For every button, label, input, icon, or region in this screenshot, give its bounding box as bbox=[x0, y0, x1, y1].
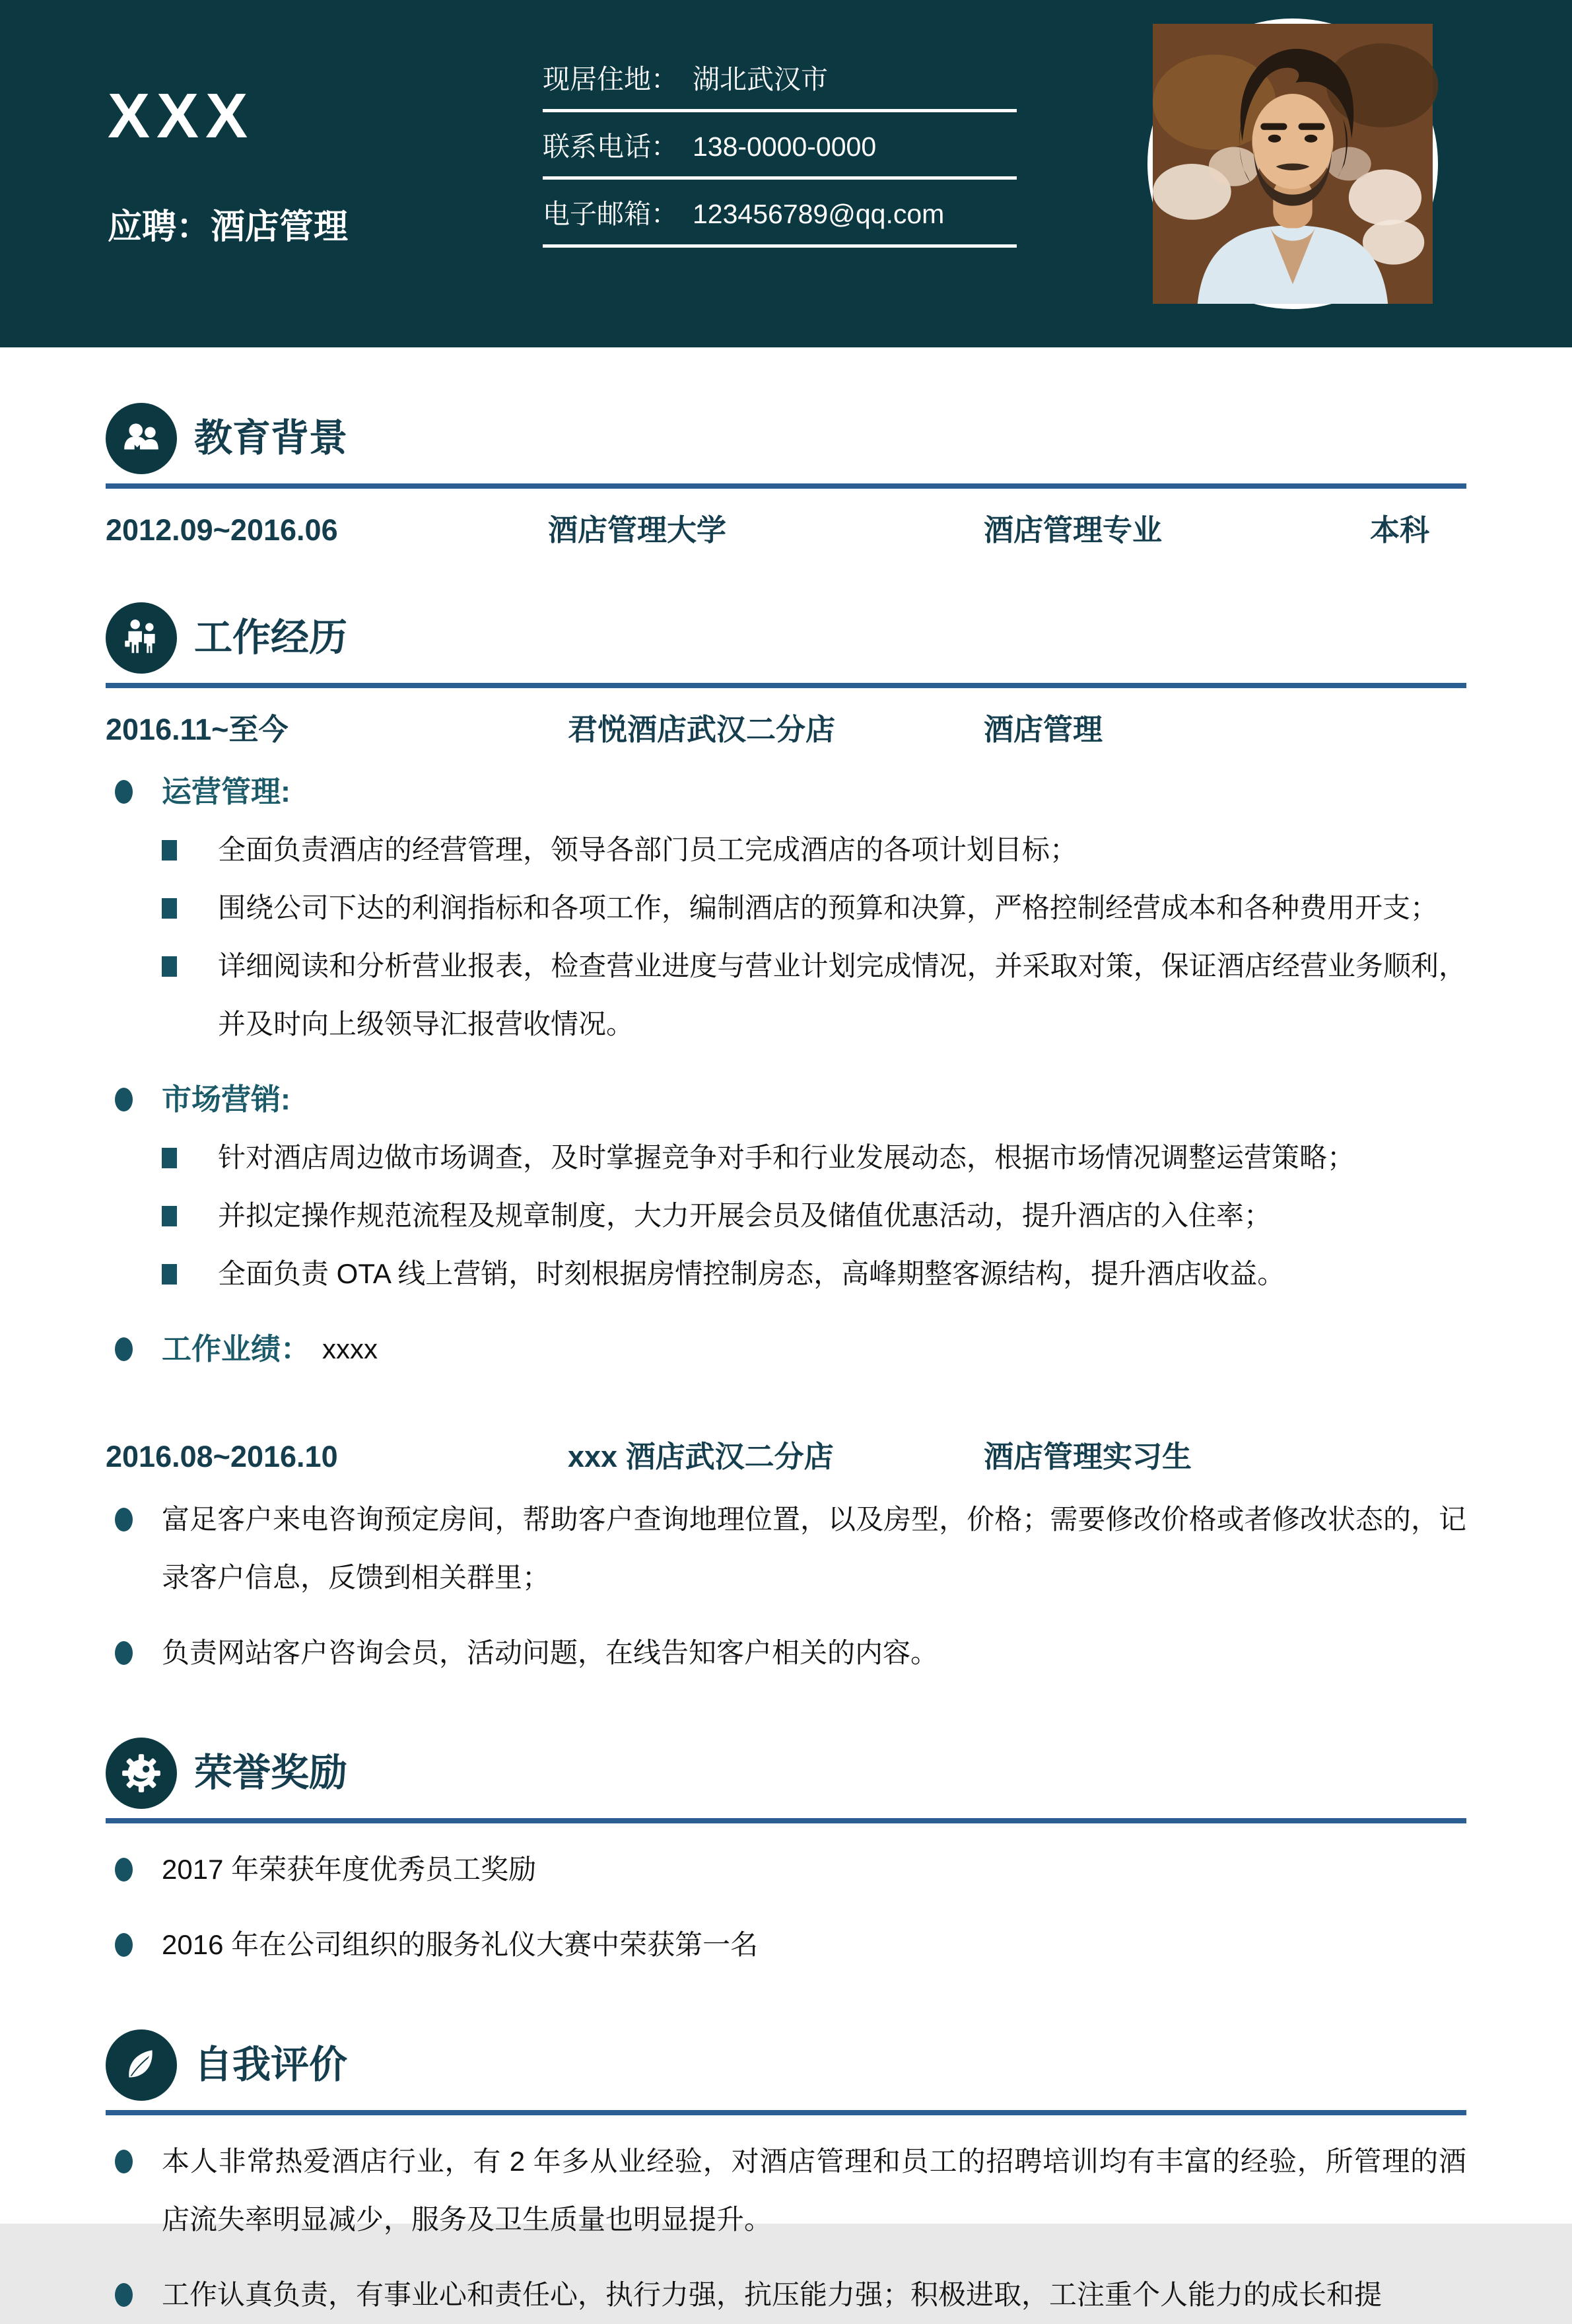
contact-row-phone bbox=[543, 131, 1017, 180]
bullet-dot-icon bbox=[115, 1508, 133, 1532]
bullet-group-heading bbox=[106, 1320, 1466, 1378]
section-divider bbox=[106, 2110, 1466, 2115]
colleagues-icon bbox=[106, 602, 177, 674]
gear-medal-icon-glyph bbox=[120, 1751, 163, 1795]
bullet-text: 2016 年在公司组织的服务礼仪大赛中荣获第一名 bbox=[162, 1928, 759, 1960]
section-title: 工作经历 bbox=[194, 616, 348, 659]
bullet-square-icon bbox=[162, 1264, 177, 1285]
bullet-text: 全面负责酒店的经营管理，领导各部门员工完成酒店的各项计划目标； bbox=[218, 834, 1078, 865]
bullet-item bbox=[106, 1491, 1466, 1607]
section-title: 教育背景 bbox=[194, 417, 348, 460]
education-school: 酒店管理大学 bbox=[548, 513, 727, 547]
section-honors bbox=[106, 1738, 1466, 1974]
bullet-item bbox=[162, 821, 1466, 879]
education-period: 2012.09~2016.06 bbox=[106, 513, 338, 547]
students-icon bbox=[106, 403, 177, 474]
job-company: xxx 酒店武汉二分店 bbox=[568, 1440, 834, 1473]
bullet-text: 2017 年荣获年度优秀员工奖励 bbox=[162, 1853, 537, 1885]
bullet-text: 富足客户来电咨询预定房间，帮助客户查询地理位置，以及房型，价格；需要修改价格或者修改状态的，记录客户信息，反馈到相关群里； bbox=[162, 1503, 1466, 1593]
contact-label: 现居住地： bbox=[543, 64, 678, 94]
bullet-dot-icon bbox=[115, 1088, 133, 1111]
job-row bbox=[106, 1440, 1466, 1473]
group-heading-value: xxxx bbox=[322, 1333, 378, 1364]
bullet-item bbox=[162, 1187, 1466, 1245]
bullet-text: 本人非常热爱酒店行业，有 2 年多从业经验，对酒店管理和员工的招聘培训均有丰富的经验，所管理的酒店流失率明显减少，服务及卫生质量也明显提升。 bbox=[162, 2145, 1466, 2235]
bullet-text: 并拟定操作规范流程及规章制度，大力开展会员及储值优惠活动，提升酒店的入住率； bbox=[218, 1200, 1272, 1231]
bullet-item bbox=[162, 1245, 1466, 1303]
contact-value: 123456789@qq.com bbox=[693, 199, 945, 230]
section-divider bbox=[106, 1818, 1466, 1823]
bullet-text: 详细阅读和分析营业报表，检查营业进度与营业计划完成情况，并采取对策，保证酒店经营业务顺利，并及时向上级领导汇报营收情况。 bbox=[218, 950, 1466, 1039]
job-role: 酒店管理 bbox=[984, 712, 1103, 746]
contact-label: 电子邮箱： bbox=[543, 199, 678, 230]
bullet-text: 负责网站客户咨询会员，活动问题，在线告知客户相关的内容。 bbox=[162, 1637, 939, 1668]
bullet-item bbox=[162, 937, 1466, 1053]
bullet-item bbox=[106, 2266, 1466, 2324]
section-header bbox=[106, 1738, 1466, 1809]
candidate-name: XXX bbox=[108, 81, 255, 151]
section-self-evaluation bbox=[106, 2029, 1466, 2324]
contact-row-address bbox=[543, 63, 1017, 112]
contact-value: 湖北武汉市 bbox=[693, 64, 828, 94]
education-row bbox=[106, 514, 1466, 547]
bullet-group-heading bbox=[106, 1071, 1466, 1129]
bullet-dot-icon bbox=[115, 1337, 133, 1361]
contact-block bbox=[543, 63, 1017, 248]
job-period: 2016.08~2016.10 bbox=[106, 1440, 338, 1473]
leaf-icon-glyph bbox=[120, 2043, 163, 2087]
bullet-text: 针对酒店周边做市场调查，及时掌握竞争对手和行业发展动态，根据市场情况调整运营策略； bbox=[218, 1142, 1355, 1173]
resume-body bbox=[0, 403, 1572, 2324]
bullet-dot-icon bbox=[115, 780, 133, 804]
bullet-square-icon bbox=[162, 840, 177, 861]
contact-value: 138-0000-0000 bbox=[693, 131, 877, 162]
section-work bbox=[106, 602, 1466, 1682]
bullet-text: 工作认真负责，有事业心和责任心，执行力强，抗压能力强；积极进取，工注重个人能力的成长和提 bbox=[162, 2278, 1383, 2310]
section-education bbox=[106, 403, 1466, 547]
education-major: 酒店管理专业 bbox=[984, 513, 1163, 547]
applied-position: 应聘：酒店管理 bbox=[108, 208, 349, 246]
job-company: 君悦酒店武汉二分店 bbox=[568, 712, 836, 746]
bullet-item bbox=[162, 1129, 1466, 1187]
bullet-dot-icon bbox=[115, 1641, 133, 1665]
section-title: 荣誉奖励 bbox=[194, 1751, 348, 1794]
section-divider bbox=[106, 683, 1466, 688]
header-band bbox=[0, 0, 1572, 347]
portrait-illustration bbox=[1153, 24, 1433, 304]
job-row bbox=[106, 713, 1466, 746]
section-header bbox=[106, 2029, 1466, 2101]
bullet-square-icon bbox=[162, 956, 177, 977]
bullet-group-heading bbox=[106, 763, 1466, 821]
bullet-text: 全面负责 OTA 线上营销，时刻根据房情控制房态，高峰期整客源结构，提升酒店收益。 bbox=[218, 1258, 1285, 1289]
contact-row-email bbox=[543, 198, 1017, 247]
students-icon-glyph bbox=[120, 417, 163, 460]
bullet-dot-icon bbox=[115, 1933, 133, 1957]
group-heading-label: 运营管理: bbox=[162, 775, 290, 808]
bullet-square-icon bbox=[162, 1148, 177, 1168]
section-header bbox=[106, 403, 1466, 474]
education-degree: 本科 bbox=[1370, 513, 1430, 547]
group-heading-label: 工作业绩： bbox=[162, 1332, 311, 1366]
job-period: 2016.11~至今 bbox=[106, 712, 289, 746]
bullet-dot-icon bbox=[115, 2150, 133, 2173]
bullet-dot-icon bbox=[115, 2283, 133, 2307]
leaf-icon bbox=[106, 2029, 177, 2101]
bullet-item bbox=[162, 879, 1466, 937]
section-title: 自我评价 bbox=[194, 2043, 348, 2086]
contact-label: 联系电话： bbox=[543, 131, 678, 162]
bullet-item bbox=[106, 1916, 1466, 1974]
job-role: 酒店管理实习生 bbox=[984, 1440, 1192, 1473]
bullet-square-icon bbox=[162, 898, 177, 919]
bullet-square-icon bbox=[162, 1206, 177, 1226]
group-heading-label: 市场营销: bbox=[162, 1082, 290, 1116]
gear-medal-icon bbox=[106, 1738, 177, 1809]
bullet-item bbox=[106, 1624, 1466, 1682]
bullet-item bbox=[106, 1841, 1466, 1899]
profile-photo bbox=[1147, 18, 1438, 309]
colleagues-icon-glyph bbox=[120, 616, 163, 660]
bullet-dot-icon bbox=[115, 1858, 133, 1882]
bullet-text: 围绕公司下达的利润指标和各项工作，编制酒店的预算和决算，严格控制经营成本和各种费用开支； bbox=[218, 892, 1439, 923]
section-header bbox=[106, 602, 1466, 674]
bullet-item bbox=[106, 2132, 1466, 2249]
section-divider bbox=[106, 483, 1466, 489]
